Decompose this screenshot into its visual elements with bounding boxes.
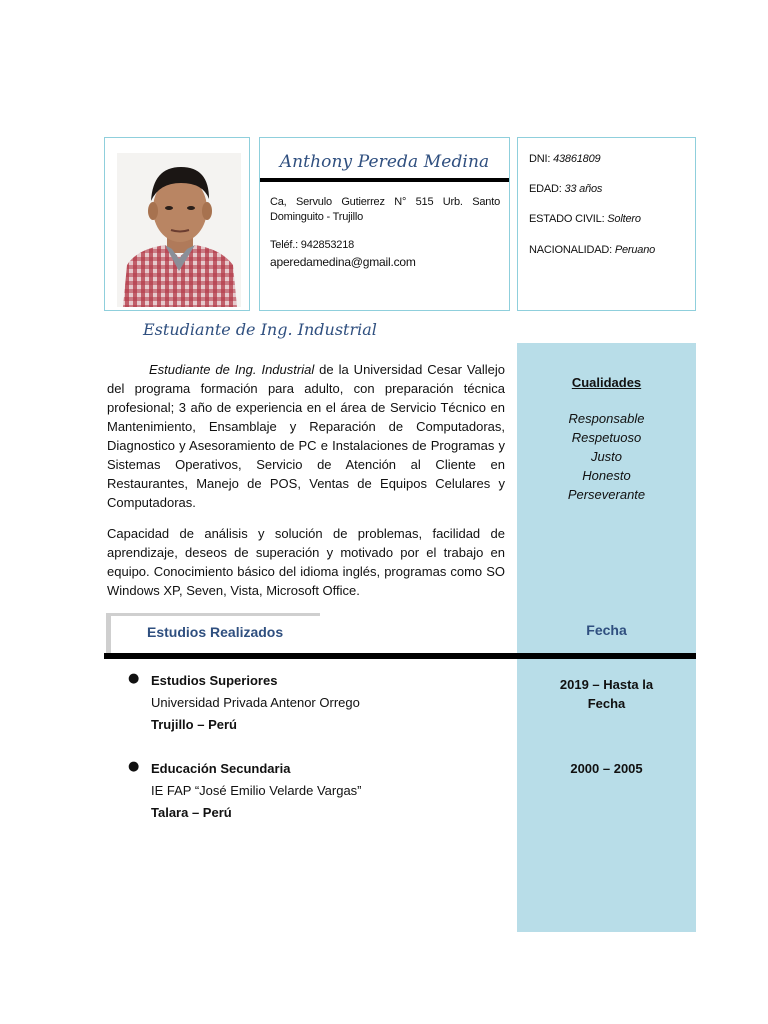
estado-civil-value: Soltero: [607, 213, 641, 225]
personal-info-box: [517, 137, 696, 311]
quality-item: Justo: [590, 449, 623, 464]
nacionalidad-label: NACIONALIDAD:: [529, 244, 612, 256]
education-level: Estudios Superiores: [151, 673, 278, 688]
qualities-list: [517, 409, 696, 504]
nacionalidad-line: [529, 244, 655, 256]
email: aperedamedina@gmail.com: [270, 255, 416, 269]
date-column-title: Fecha: [586, 622, 627, 638]
bullet-icon: ●: [128, 759, 140, 774]
quality-item: Responsable: [568, 411, 645, 426]
quality-item: Perseverante: [567, 487, 646, 502]
education-place: Talara – Perú: [151, 805, 232, 820]
quality-item: Honesto: [582, 468, 631, 483]
profile-paragraph-2: Capacidad de análisis y solución de problemas, facilidad de aprendizaje, deseos de superación y motivado por el trabajo en equipo. Conocimiento básico del idioma inglés, programas como SO Windows XP, Seven, Vista, Microsoft Office.: [107, 526, 505, 598]
photo-frame: [104, 137, 250, 311]
education-level: Educación Secundaria: [151, 761, 291, 776]
dni-value: 43861809: [553, 153, 601, 165]
address: Ca, Servulo Gutierrez N° 515 Urb. Santo Dominguito - Trujillo: [270, 196, 500, 223]
education-institution: IE FAP “José Emilio Velarde Vargas”: [151, 783, 362, 798]
section-frame-left: [106, 613, 111, 653]
profile-subtitle: Estudiante de Ing. Industrial: [143, 320, 377, 339]
qualities-title: Cualidades: [571, 375, 642, 390]
education-item: [151, 758, 362, 824]
estado-civil-line: [529, 213, 641, 225]
phone: Teléf.: 942853218: [270, 239, 355, 251]
education-date-text: 2019 – Hasta la Fecha: [559, 677, 654, 711]
dni-label: DNI:: [529, 153, 551, 165]
estado-civil-label: ESTADO CIVIL:: [529, 213, 605, 225]
bullet-icon: ●: [128, 671, 140, 686]
profile-body: de la Universidad Cesar Vallejo del programa formación para adulto, con preparación técnica profesional; 3 año de experiencia en el área de Servicio Técnico en Mantenimiento, Ensamblaje y Reparación de Computadoras, Diagnostico y Asesoramiento de PC e Instalaciones de Programas y Sistemas Operativos, Servicio de Atención al Cliente en Restaurantes, Manejo de POS, Ventas de Equipos Celulares y Computadoras.: [107, 362, 505, 510]
studies-title: Estudios Realizados: [147, 624, 284, 640]
education-date: 2000 – 2005: [570, 761, 643, 776]
edad-value: 33 años: [564, 183, 603, 195]
edad-line: [529, 183, 602, 195]
education-institution: Universidad Privada Antenor Orrego: [151, 695, 360, 710]
edad-label: EDAD:: [529, 183, 562, 195]
profile-photo: [117, 153, 241, 307]
education-place: Trujillo – Perú: [151, 717, 237, 732]
name-divider: [260, 178, 509, 182]
nacionalidad-value: Peruano: [614, 244, 656, 256]
quality-item: Respetuoso: [571, 430, 642, 445]
section-divider: [104, 653, 696, 659]
education-item: [151, 670, 360, 736]
profile-paragraph-1: [107, 360, 505, 512]
section-frame-top: [106, 613, 320, 616]
dni-line: [529, 153, 600, 165]
education-date: [517, 675, 696, 713]
name-contact-box: [259, 137, 510, 311]
candidate-name: Anthony Pereda Medina: [279, 152, 490, 172]
profile-lead: Estudiante de Ing. Industrial: [149, 362, 315, 377]
